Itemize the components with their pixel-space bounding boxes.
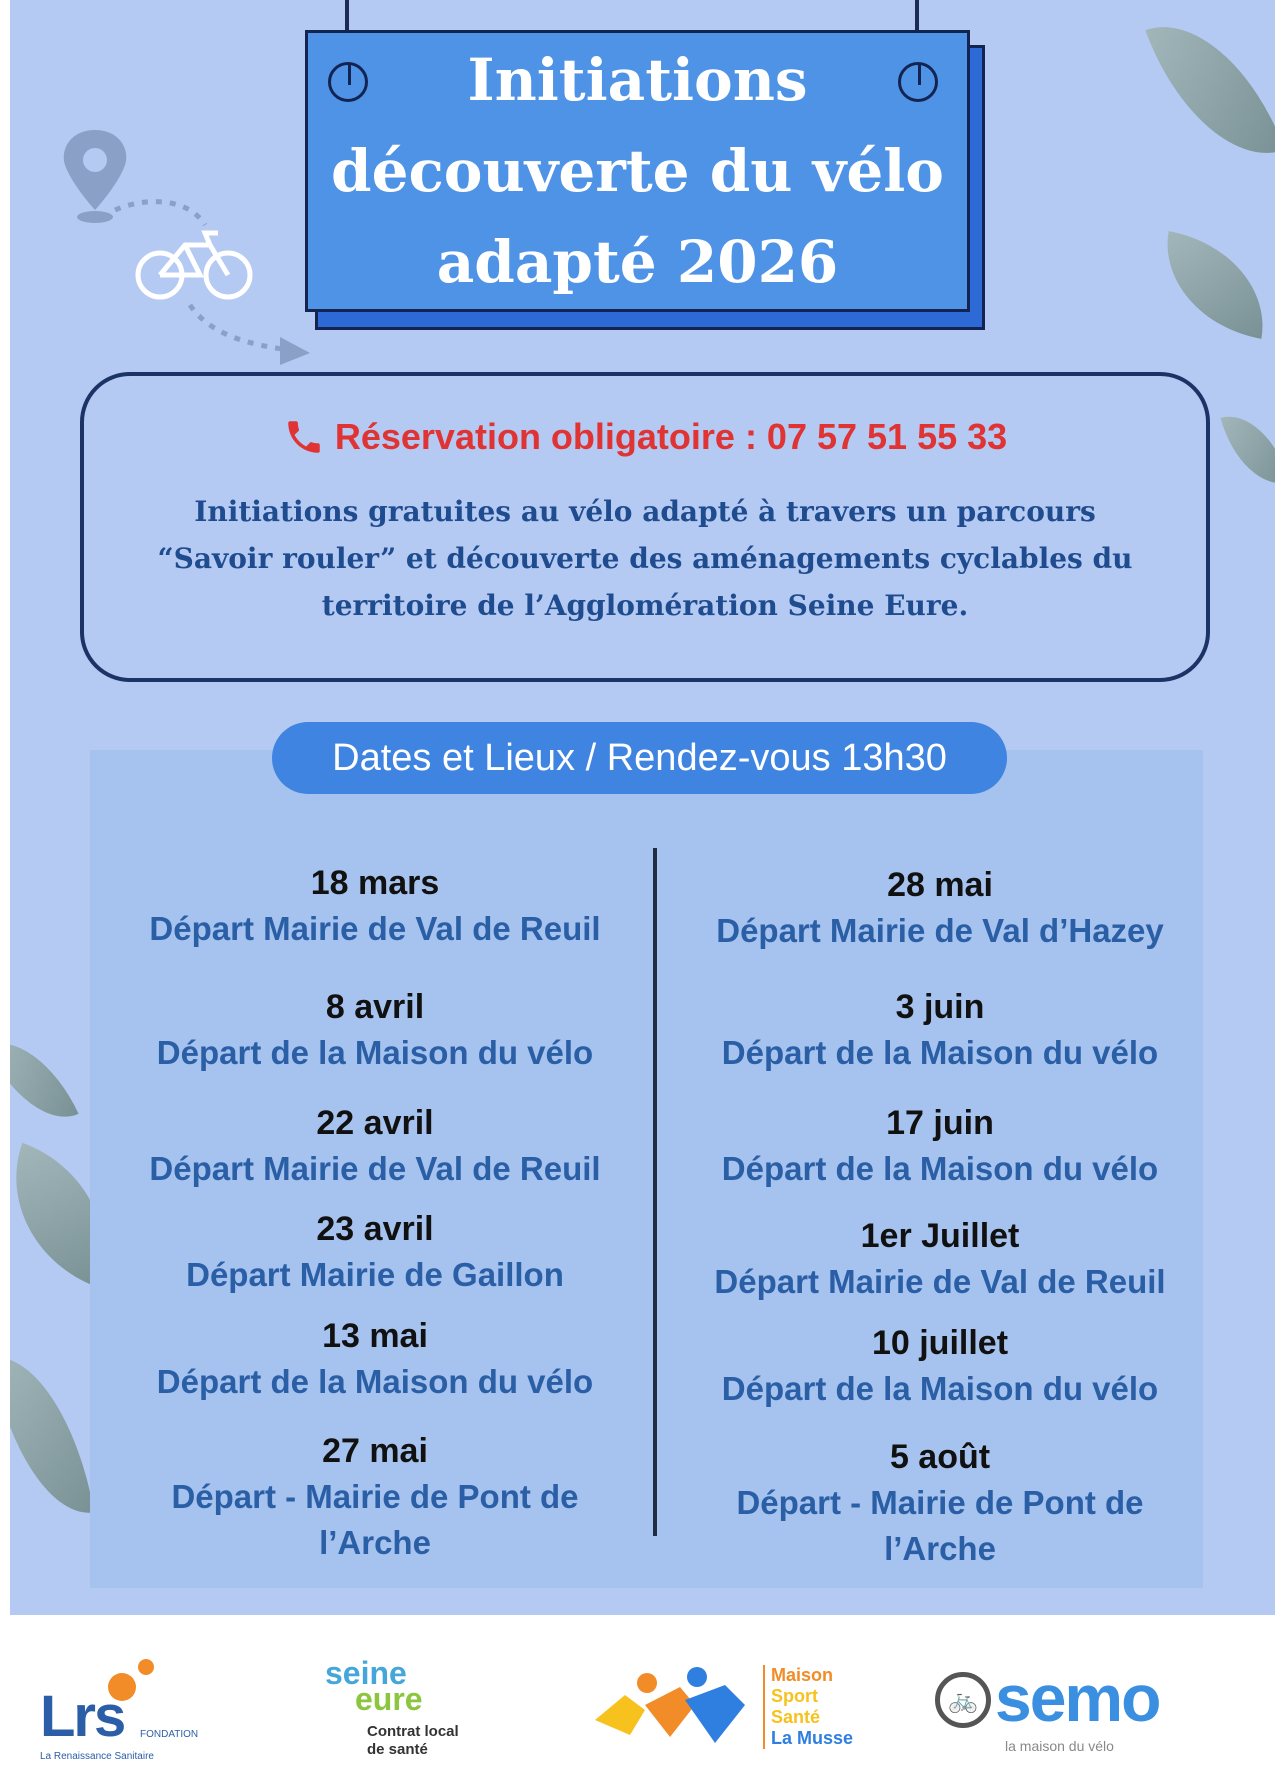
schedule-entry (665, 984, 1215, 1076)
page-title-line: adapté 2026 (436, 227, 839, 296)
description-line: territoire de l’Agglomération Seine Eure. (321, 589, 969, 622)
logo-dots-icon (138, 1659, 154, 1675)
description-line: Initiations gratuites au vélo adapté à travers un parcours (194, 495, 1096, 528)
logo-mss-line2: Sport (771, 1686, 818, 1706)
leaf-decoration (1145, 0, 1275, 181)
logo-seine-sub1: Contrat local (367, 1723, 459, 1740)
entry-place: Départ Mairie de Gaillon (186, 1256, 564, 1293)
title-sign (305, 30, 970, 312)
sign-pin-icon (898, 62, 938, 102)
entry-date: 5 août (889, 1438, 991, 1476)
description (104, 488, 1186, 629)
entry-date: 23 avril (316, 1210, 434, 1248)
logo-semo-sub: la maison du vélo (1005, 1738, 1114, 1754)
logo-mss-line4: La Musse (771, 1728, 854, 1748)
entry-place: Départ de la Maison du vélo (721, 1370, 1159, 1407)
logo-eure-text: eure (355, 1681, 423, 1717)
logo-lrs-sub2: La Renaissance Sanitaire (40, 1751, 154, 1762)
schedule-entry (665, 862, 1215, 954)
logo-seine-eure (325, 1655, 495, 1765)
schedule-entry (100, 1313, 650, 1405)
entry-place: Départ Mairie de Val d’Hazey (716, 912, 1164, 949)
description-line: “Savoir rouler” et découverte des aménagements cyclables du (157, 542, 1133, 575)
entry-date: 17 juin (886, 1104, 994, 1142)
entry-place: Départ Mairie de Val de Reuil (714, 1263, 1166, 1300)
schedule-entry (100, 860, 650, 952)
logo-seine-sub2: de santé (367, 1741, 428, 1758)
leaf-decoration (10, 1023, 79, 1137)
entry-date: 8 avril (325, 988, 425, 1026)
leaf-decoration (1220, 405, 1275, 495)
logo-seine-text: seine (325, 1655, 407, 1691)
entry-place: l’Arche (319, 1524, 431, 1561)
schedule-header: Dates et Lieux / Rendez-vous 13h30 (272, 722, 1007, 794)
entry-place: Départ - Mairie de Pont de (171, 1478, 579, 1515)
entry-place: Départ - Mairie de Pont de (736, 1484, 1144, 1521)
bicycle-icon (138, 233, 250, 297)
logo-mss-line3: Santé (771, 1707, 821, 1727)
bike-route-icon (60, 125, 320, 375)
page-title-line: découverte du vélo (331, 136, 944, 205)
schedule-entry (100, 1100, 650, 1192)
entry-place: Départ de la Maison du vélo (156, 1363, 594, 1400)
logo-maison-sport-sante (585, 1665, 885, 1765)
entry-place: Départ Mairie de Val de Reuil (149, 1150, 601, 1187)
schedule-entry (100, 1428, 650, 1566)
entry-date: 22 avril (316, 1104, 434, 1142)
logo-lrs-sub1: FONDATION (140, 1729, 199, 1740)
logo-lrs (40, 1653, 240, 1763)
entry-date: 13 mai (322, 1317, 428, 1355)
schedule-entry (100, 1206, 650, 1298)
footer-logos (10, 1615, 1275, 1781)
runners-icon (585, 1665, 760, 1755)
schedule-entry (100, 984, 650, 1076)
logo-semo-main: semo (995, 1661, 1160, 1735)
entry-date: 3 juin (895, 988, 985, 1026)
schedule-entry (665, 1213, 1215, 1305)
entry-place: Départ de la Maison du vélo (721, 1150, 1159, 1187)
schedule-divider (653, 848, 657, 1536)
leaf-decoration (1153, 231, 1275, 339)
schedule-entry (665, 1100, 1215, 1192)
leaf-decoration (10, 1345, 94, 1525)
entry-date: 1er Juillet (860, 1217, 1020, 1255)
entry-date: 28 mai (887, 866, 993, 904)
arrow-icon (280, 337, 310, 365)
phone-icon (283, 416, 325, 458)
logo-mss-divider (763, 1665, 765, 1749)
entry-place: l’Arche (884, 1530, 996, 1567)
sign-pin-icon (328, 62, 368, 102)
entry-place: Départ Mairie de Val de Reuil (149, 910, 601, 947)
reservation-line (84, 416, 1206, 458)
schedule-entry (665, 1320, 1215, 1412)
entry-date: 10 juillet (871, 1324, 1009, 1362)
poster (10, 0, 1275, 1615)
entry-place: Départ de la Maison du vélo (156, 1034, 594, 1071)
entry-place: Départ de la Maison du vélo (721, 1034, 1159, 1071)
logo-semo (935, 1660, 1235, 1760)
entry-date: 18 mars (310, 864, 440, 902)
entry-date: 27 mai (322, 1432, 428, 1470)
page-title-line: Initiations (467, 45, 808, 114)
logo-mss-line1: Maison (771, 1665, 834, 1685)
info-box (80, 372, 1210, 682)
logo-lrs-main: Lrs (40, 1684, 125, 1749)
schedule-entry (665, 1434, 1215, 1572)
reservation-text[interactable]: Réservation obligatoire : 07 57 51 55 33 (334, 416, 1008, 457)
bicycle-circle-icon: 🚲 (935, 1672, 991, 1728)
